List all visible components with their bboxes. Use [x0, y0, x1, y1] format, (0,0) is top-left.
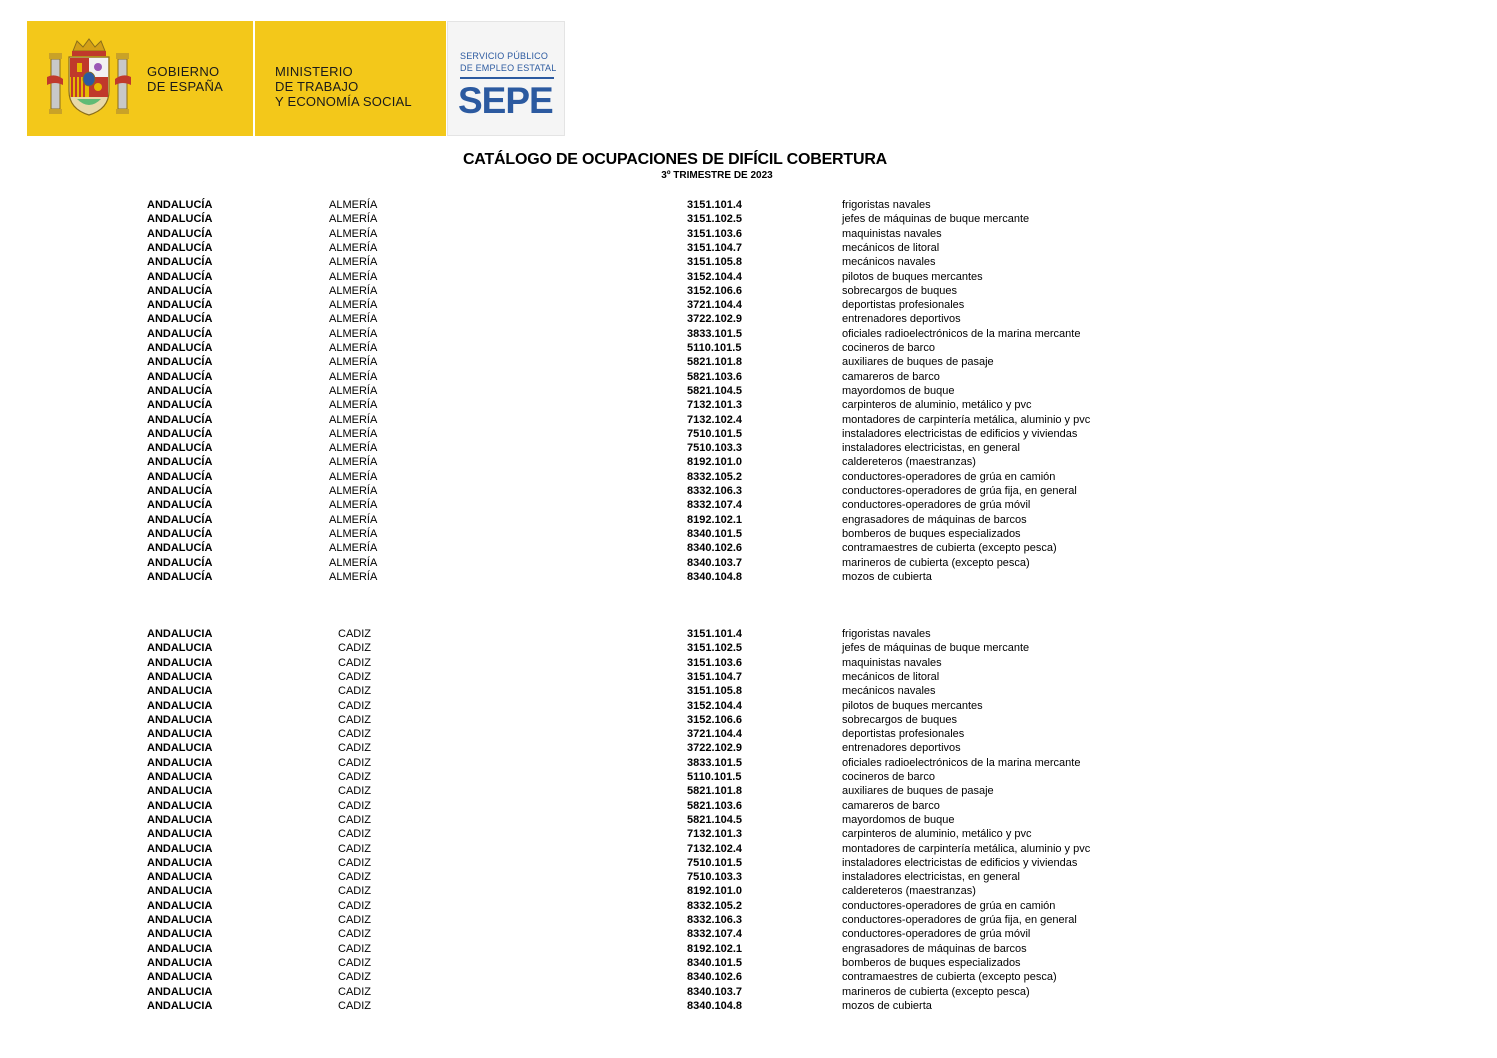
occupation-description-cell: mecánicos navales	[842, 256, 936, 269]
occupation-description-cell: montadores de carpintería metálica, aluminio y pvc	[842, 413, 1091, 426]
region-cell: ANDALUCIA	[147, 656, 213, 669]
province-cell: CADIZ	[338, 971, 371, 984]
occupation-description-cell: bomberos de buques especializados	[842, 527, 1021, 540]
occupation-description-cell: maquinistas navales	[842, 656, 942, 669]
region-cell: ANDALUCÍA	[147, 299, 213, 312]
occupation-description-cell: entrenadores deportivos	[842, 313, 961, 326]
province-cell: CADIZ	[338, 956, 371, 969]
table-row	[0, 441, 1497, 455]
occupation-description-cell: auxiliares de buques de pasaje	[842, 785, 994, 798]
table-row	[0, 427, 1497, 441]
province-cell: CADIZ	[338, 914, 371, 926]
occupation-description-cell: bomberos de buques especializados	[842, 956, 1021, 969]
province-cell: CADIZ	[338, 928, 371, 941]
occupation-code-cell: 5821.103.6	[687, 370, 743, 383]
province-cell: ALMERÍA	[329, 413, 378, 426]
province-cell: ALMERÍA	[329, 527, 378, 540]
region-cell: ANDALUCÍA	[147, 270, 213, 283]
table-row	[0, 899, 1497, 913]
occupation-description-cell: contramaestres de cubierta (excepto pesca)	[842, 971, 1057, 984]
province-cell: CADIZ	[338, 771, 371, 783]
province-cell: CADIZ	[338, 685, 371, 698]
province-cell: ALMERÍA	[329, 470, 378, 483]
province-cell: CADIZ	[338, 799, 371, 812]
occupation-description-cell: caldereteros (maestranzas)	[842, 456, 976, 469]
occupation-code-cell: 8332.107.4	[687, 499, 743, 512]
table-row	[0, 956, 1497, 970]
occupation-code-cell: 8332.105.2	[687, 899, 743, 912]
gobierno-label	[147, 64, 223, 94]
table-row	[0, 884, 1497, 898]
table-row	[0, 627, 1497, 641]
province-cell: CADIZ	[338, 656, 371, 669]
province-cell: ALMERÍA	[329, 356, 378, 369]
table-row	[0, 684, 1497, 698]
occupation-description-cell: sobrecargos de buques	[842, 713, 957, 726]
region-cell: ANDALUCIA	[147, 971, 213, 984]
table-row	[0, 813, 1497, 827]
region-cell: ANDALUCÍA	[147, 342, 213, 354]
occupation-code-cell: 3151.104.7	[687, 241, 743, 254]
occupation-code-cell: 8340.103.7	[687, 985, 743, 998]
region-cell: ANDALUCIA	[147, 628, 213, 640]
ministerio-line-3: Y ECONOMÍA SOCIAL	[275, 94, 412, 109]
table-row	[0, 284, 1497, 298]
coat-of-arms-icon	[47, 37, 131, 119]
ministerio-panel	[255, 21, 446, 136]
province-cell: CADIZ	[338, 728, 371, 741]
occupation-code-cell: 3151.103.6	[687, 227, 743, 240]
occupation-description-cell: mozos de cubierta	[842, 999, 932, 1012]
occupation-description-cell: mecánicos navales	[842, 685, 936, 698]
region-cell: ANDALUCÍA	[147, 556, 213, 569]
region-cell: ANDALUCÍA	[147, 227, 213, 240]
region-cell: ANDALUCIA	[147, 871, 213, 884]
region-cell: ANDALUCÍA	[147, 199, 213, 211]
region-cell: ANDALUCIA	[147, 685, 213, 698]
province-cell: ALMERÍA	[329, 199, 378, 211]
occupation-description-cell: conductores-operadores de grúa en camión	[842, 470, 1056, 483]
occupation-code-cell: 3721.104.4	[687, 299, 743, 312]
region-cell: ANDALUCÍA	[147, 527, 213, 540]
region-cell: ANDALUCIA	[147, 756, 213, 769]
table-row	[0, 341, 1497, 355]
table-row	[0, 870, 1497, 884]
occupation-code-cell: 7510.103.3	[687, 442, 743, 455]
occupation-code-cell: 3151.101.4	[687, 628, 743, 640]
ministerio-line-2: DE TRABAJO	[275, 79, 359, 94]
region-cell: ANDALUCIA	[147, 999, 213, 1012]
region-cell: ANDALUCIA	[147, 713, 213, 726]
region-cell: ANDALUCÍA	[147, 470, 213, 483]
province-cell: CADIZ	[338, 813, 371, 826]
region-cell: ANDALUCÍA	[147, 384, 213, 397]
region-cell: ANDALUCIA	[147, 914, 213, 926]
table-row	[0, 827, 1497, 841]
occupation-description-cell: cocineros de barco	[842, 771, 935, 783]
province-cell: ALMERÍA	[329, 284, 378, 297]
occupation-code-cell: 7132.101.3	[687, 828, 743, 841]
occupation-description-cell: camareros de barco	[842, 370, 940, 383]
table-row	[0, 327, 1497, 341]
occupation-code-cell: 8192.101.0	[687, 885, 743, 898]
region-cell: ANDALUCÍA	[147, 499, 213, 512]
table-row	[0, 455, 1497, 469]
province-cell: CADIZ	[338, 713, 371, 726]
table-row	[0, 727, 1497, 741]
region-cell: ANDALUCÍA	[147, 399, 213, 412]
table-row	[0, 298, 1497, 312]
table-row	[0, 541, 1497, 555]
province-cell: CADIZ	[338, 742, 371, 755]
province-cell: ALMERÍA	[329, 327, 378, 340]
table-row	[0, 470, 1497, 484]
table-row	[0, 312, 1497, 326]
region-cell: ANDALUCÍA	[147, 284, 213, 297]
province-cell: CADIZ	[338, 899, 371, 912]
occupation-code-cell: 7132.101.3	[687, 399, 743, 412]
province-cell: CADIZ	[338, 699, 371, 712]
region-cell: ANDALUCÍA	[147, 327, 213, 340]
occupation-description-cell: auxiliares de buques de pasaje	[842, 356, 994, 369]
table-row	[0, 641, 1497, 655]
occupation-description-cell: pilotos de buques mercantes	[842, 270, 983, 283]
table-row	[0, 513, 1497, 527]
occupation-description-cell: carpinteros de aluminio, metálico y pvc	[842, 399, 1032, 412]
province-cell: ALMERÍA	[329, 299, 378, 312]
province-cell: ALMERÍA	[329, 456, 378, 469]
province-cell: ALMERÍA	[329, 227, 378, 240]
occupation-description-cell: instaladores electricistas de edificios y viviendas	[842, 856, 1078, 869]
occupation-code-cell: 8332.107.4	[687, 928, 743, 941]
province-cell: ALMERÍA	[329, 270, 378, 283]
table-row	[0, 270, 1497, 284]
occupation-code-cell: 8192.101.0	[687, 456, 743, 469]
occupation-description-cell: engrasadores de máquinas de barcos	[842, 513, 1027, 526]
region-cell: ANDALUCIA	[147, 785, 213, 798]
province-cell: CADIZ	[338, 785, 371, 798]
province-cell: ALMERÍA	[329, 256, 378, 269]
header-banner	[27, 21, 565, 136]
occupation-description-cell: mozos de cubierta	[842, 570, 932, 583]
occupation-description-cell: conductores-operadores de grúa fija, en general	[842, 914, 1077, 926]
sepe-caption-line-2: DE EMPLEO ESTATAL	[460, 63, 557, 73]
region-cell: ANDALUCÍA	[147, 213, 213, 226]
ministerio-label	[275, 64, 412, 109]
occupation-code-cell: 7510.101.5	[687, 427, 743, 440]
sepe-caption-line-1: SERVICIO PÚBLICO	[460, 51, 549, 61]
occupation-description-cell: engrasadores de máquinas de barcos	[842, 942, 1027, 955]
region-cell: ANDALUCÍA	[147, 442, 213, 455]
occupation-description-cell: cocineros de barco	[842, 342, 935, 354]
region-cell: ANDALUCIA	[147, 899, 213, 912]
table-row	[0, 498, 1497, 512]
province-cell: ALMERÍA	[329, 513, 378, 526]
region-cell: ANDALUCÍA	[147, 570, 213, 583]
occupation-description-cell: maquinistas navales	[842, 227, 942, 240]
occupation-description-cell: deportistas profesionales	[842, 299, 965, 312]
occupation-code-cell: 8340.101.5	[687, 527, 743, 540]
gobierno-line-1: GOBIERNO	[147, 64, 220, 79]
table-row	[0, 942, 1497, 956]
region-cell: ANDALUCIA	[147, 799, 213, 812]
region-cell: ANDALUCIA	[147, 942, 213, 955]
occupation-description-cell: instaladores electricistas, en general	[842, 442, 1020, 455]
occupation-description-cell: mayordomos de buque	[842, 384, 955, 397]
occupation-code-cell: 3151.101.4	[687, 199, 743, 211]
occupation-description-cell: mecánicos de litoral	[842, 241, 940, 254]
region-cell: ANDALUCIA	[147, 699, 213, 712]
occupation-code-cell: 8192.102.1	[687, 942, 743, 955]
occupation-code-cell: 7132.102.4	[687, 413, 743, 426]
table-row	[0, 856, 1497, 870]
occupation-code-cell: 5821.103.6	[687, 799, 743, 812]
region-cell: ANDALUCIA	[147, 842, 213, 855]
occupation-code-cell: 3151.102.5	[687, 642, 743, 655]
ministerio-line-1: MINISTERIO	[275, 64, 353, 79]
document-subtitle: 3º TRIMESTRE DE 2023	[661, 170, 773, 181]
province-cell: ALMERÍA	[329, 213, 378, 226]
province-cell: ALMERÍA	[329, 542, 378, 555]
region-cell: ANDALUCIA	[147, 856, 213, 869]
occupation-description-cell: camareros de barco	[842, 799, 940, 812]
occupation-code-cell: 7510.101.5	[687, 856, 743, 869]
occupation-code-cell: 3833.101.5	[687, 327, 743, 340]
occupation-code-cell: 5821.104.5	[687, 813, 743, 826]
table-row	[0, 927, 1497, 941]
sepe-divider	[460, 77, 554, 79]
occupation-description-cell: conductores-operadores de grúa móvil	[842, 928, 1031, 941]
occupation-code-cell: 3151.102.5	[687, 213, 743, 226]
occupation-code-cell: 5821.101.8	[687, 785, 743, 798]
occupation-description-cell: sobrecargos de buques	[842, 284, 957, 297]
region-cell: ANDALUCÍA	[147, 313, 213, 326]
occupation-code-cell: 8340.103.7	[687, 556, 743, 569]
occupation-code-cell: 5110.101.5	[687, 342, 742, 354]
table-row	[0, 198, 1497, 212]
occupation-code-cell: 8332.105.2	[687, 470, 743, 483]
document-title: CATÁLOGO DE OCUPACIONES DE DIFÍCIL COBERTURA	[462, 151, 888, 168]
sepe-caption	[460, 50, 556, 74]
table-row	[0, 527, 1497, 541]
occupation-description-cell: mecánicos de litoral	[842, 670, 940, 683]
region-cell: ANDALUCIA	[147, 828, 213, 841]
table-row	[0, 656, 1497, 670]
occupation-description-cell: marineros de cubierta (excepto pesca)	[842, 556, 1030, 569]
region-cell: ANDALUCIA	[147, 885, 213, 898]
province-cell: ALMERÍA	[329, 570, 378, 583]
occupation-description-cell: caldereteros (maestranzas)	[842, 885, 976, 898]
province-cell: ALMERÍA	[329, 399, 378, 412]
occupation-code-cell: 7132.102.4	[687, 842, 743, 855]
table-row	[0, 255, 1497, 269]
table-row	[0, 212, 1497, 226]
table-row	[0, 384, 1497, 398]
occupation-description-cell: mayordomos de buque	[842, 813, 955, 826]
region-cell: ANDALUCÍA	[147, 370, 213, 383]
occupation-description-cell: oficiales radioelectrónicos de la marina mercante	[842, 756, 1081, 769]
table-row	[0, 227, 1497, 241]
occupation-code-cell: 3152.104.4	[687, 699, 743, 712]
occupation-description-cell: carpinteros de aluminio, metálico y pvc	[842, 828, 1032, 841]
sepe-logo: SEPE	[458, 80, 553, 121]
table-row	[0, 570, 1497, 584]
occupation-code-cell: 3151.104.7	[687, 670, 743, 683]
occupation-description-cell: instaladores electricistas, en general	[842, 871, 1020, 884]
occupation-description-cell: instaladores electricistas de edificios y viviendas	[842, 427, 1078, 440]
table-row	[0, 241, 1497, 255]
province-cell: CADIZ	[338, 628, 371, 640]
table-row	[0, 985, 1497, 999]
region-cell: ANDALUCÍA	[147, 427, 213, 440]
province-cell: CADIZ	[338, 885, 371, 898]
province-cell: CADIZ	[338, 856, 371, 869]
occupation-code-cell: 5110.101.5	[687, 771, 742, 783]
occupation-code-cell: 3152.104.4	[687, 270, 743, 283]
occupation-code-cell: 3721.104.4	[687, 728, 743, 741]
region-cell: ANDALUCÍA	[147, 241, 213, 254]
occupation-description-cell: jefes de máquinas de buque mercante	[842, 213, 1030, 226]
table-row	[0, 784, 1497, 798]
province-cell: ALMERÍA	[329, 442, 378, 455]
occupation-description-cell: conductores-operadores de grúa móvil	[842, 499, 1031, 512]
occupation-code-cell: 3152.106.6	[687, 713, 743, 726]
province-cell: ALMERÍA	[329, 313, 378, 326]
occupation-description-cell: frigoristas navales	[842, 628, 931, 640]
occupation-description-cell: conductores-operadores de grúa fija, en general	[842, 485, 1077, 497]
region-cell: ANDALUCÍA	[147, 413, 213, 426]
occupation-description-cell: deportistas profesionales	[842, 728, 965, 741]
table-row	[0, 770, 1497, 784]
occupation-code-cell: 8340.102.6	[687, 542, 743, 555]
table-row	[0, 370, 1497, 384]
occupation-description-cell: conductores-operadores de grúa en camión	[842, 899, 1056, 912]
occupation-description-cell: entrenadores deportivos	[842, 742, 961, 755]
region-cell: ANDALUCÍA	[147, 485, 213, 497]
region-cell: ANDALUCIA	[147, 742, 213, 755]
table-row	[0, 670, 1497, 684]
table-row	[0, 713, 1497, 727]
province-cell: CADIZ	[338, 670, 371, 683]
occupation-code-cell: 3722.102.9	[687, 742, 743, 755]
table-row	[0, 842, 1497, 856]
table-row	[0, 913, 1497, 927]
province-cell: CADIZ	[338, 999, 371, 1012]
table-row	[0, 970, 1497, 984]
region-cell: ANDALUCÍA	[147, 513, 213, 526]
province-cell: ALMERÍA	[329, 342, 378, 354]
province-cell: ALMERÍA	[329, 427, 378, 440]
occupation-code-cell: 8340.104.8	[687, 570, 743, 583]
gobierno-panel	[27, 21, 253, 136]
region-cell: ANDALUCÍA	[147, 256, 213, 269]
occupation-code-cell: 8340.104.8	[687, 999, 743, 1012]
province-cell: ALMERÍA	[329, 499, 378, 512]
table-row	[0, 799, 1497, 813]
table-row	[0, 355, 1497, 369]
table-row	[0, 556, 1497, 570]
occupation-description-cell: jefes de máquinas de buque mercante	[842, 642, 1030, 655]
region-cell: ANDALUCÍA	[147, 456, 213, 469]
province-cell: ALMERÍA	[329, 485, 378, 497]
region-cell: ANDALUCÍA	[147, 542, 213, 555]
table-row	[0, 484, 1497, 498]
occupation-code-cell: 8332.106.3	[687, 914, 743, 926]
province-cell: CADIZ	[338, 842, 371, 855]
occupation-code-cell: 8340.102.6	[687, 971, 743, 984]
region-cell: ANDALUCIA	[147, 771, 213, 783]
occupation-code-cell: 7510.103.3	[687, 871, 743, 884]
province-cell: CADIZ	[338, 828, 371, 841]
region-cell: ANDALUCIA	[147, 928, 213, 941]
occupation-description-cell: montadores de carpintería metálica, aluminio y pvc	[842, 842, 1091, 855]
province-cell: ALMERÍA	[329, 384, 378, 397]
sepe-panel	[447, 21, 565, 136]
occupation-code-cell: 5821.104.5	[687, 384, 743, 397]
table-row	[0, 756, 1497, 770]
province-cell: ALMERÍA	[329, 370, 378, 383]
province-cell: CADIZ	[338, 642, 371, 655]
occupation-code-cell: 8340.101.5	[687, 956, 743, 969]
occupation-code-cell: 5821.101.8	[687, 356, 743, 369]
occupation-description-cell: marineros de cubierta (excepto pesca)	[842, 985, 1030, 998]
occupation-code-cell: 3722.102.9	[687, 313, 743, 326]
occupation-code-cell: 3151.105.8	[687, 256, 743, 269]
province-cell: CADIZ	[338, 756, 371, 769]
region-cell: ANDALUCIA	[147, 728, 213, 741]
occupation-description-cell: oficiales radioelectrónicos de la marina mercante	[842, 327, 1081, 340]
province-cell: CADIZ	[338, 985, 371, 998]
region-cell: ANDALUCIA	[147, 813, 213, 826]
table-row	[0, 741, 1497, 755]
province-cell: CADIZ	[338, 871, 371, 884]
occupation-code-cell: 3151.103.6	[687, 656, 743, 669]
table-row	[0, 699, 1497, 713]
table-row	[0, 999, 1497, 1013]
region-cell: ANDALUCÍA	[147, 356, 213, 369]
occupation-code-cell: 3833.101.5	[687, 756, 743, 769]
region-cell: ANDALUCIA	[147, 985, 213, 998]
region-cell: ANDALUCIA	[147, 956, 213, 969]
province-cell: CADIZ	[338, 942, 371, 955]
region-cell: ANDALUCIA	[147, 670, 213, 683]
gobierno-line-2: DE ESPAÑA	[147, 79, 224, 94]
occupation-description-cell: contramaestres de cubierta (excepto pesca)	[842, 542, 1057, 555]
occupation-description-cell: pilotos de buques mercantes	[842, 699, 983, 712]
occupation-code-cell: 8332.106.3	[687, 485, 743, 497]
province-cell: ALMERÍA	[329, 241, 378, 254]
occupation-code-cell: 3151.105.8	[687, 685, 743, 698]
region-cell: ANDALUCIA	[147, 642, 213, 655]
occupation-description-cell: frigoristas navales	[842, 199, 931, 211]
table-row	[0, 413, 1497, 427]
province-cell: ALMERÍA	[329, 556, 378, 569]
table-row	[0, 398, 1497, 412]
occupation-code-cell: 8192.102.1	[687, 513, 743, 526]
occupation-code-cell: 3152.106.6	[687, 284, 743, 297]
